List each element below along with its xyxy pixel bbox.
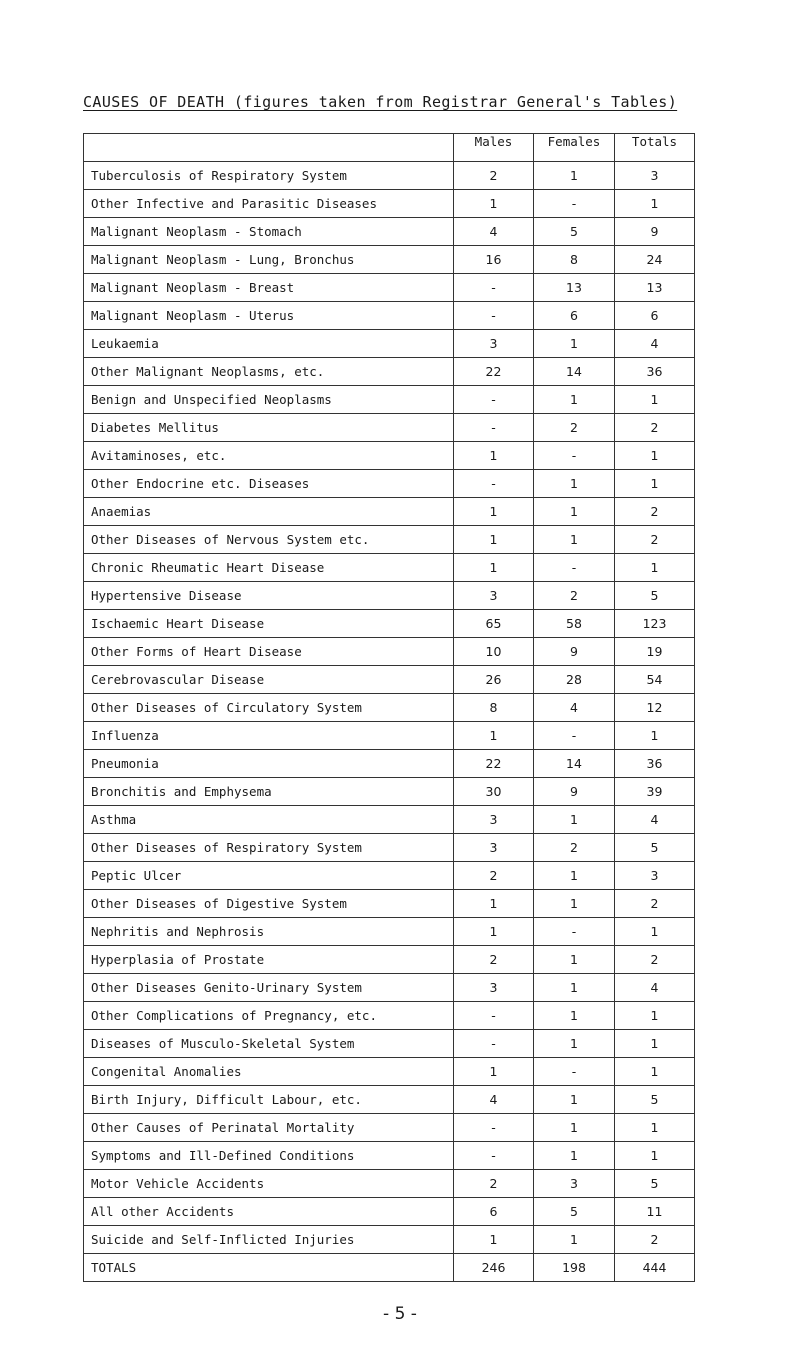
females-cell: 1: [534, 806, 615, 834]
females-cell: 1: [534, 498, 615, 526]
totals-cell: 6: [615, 302, 695, 330]
males-cell: 65: [454, 610, 534, 638]
cause-cell: Influenza: [84, 722, 454, 750]
totals-cell: 1: [615, 722, 695, 750]
table-row: [84, 1170, 695, 1198]
males-cell: 1: [454, 526, 534, 554]
cause-cell: All other Accidents: [84, 1198, 454, 1226]
females-cell: 1: [534, 526, 615, 554]
cause-cell: Congenital Anomalies: [84, 1058, 454, 1086]
cause-cell: Nephritis and Nephrosis: [84, 918, 454, 946]
females-cell: 14: [534, 750, 615, 778]
table-row: [84, 358, 695, 386]
males-cell: 3: [454, 834, 534, 862]
table-row: [84, 1030, 695, 1058]
table-row: [84, 946, 695, 974]
males-cell: 3: [454, 582, 534, 610]
females-cell: 9: [534, 638, 615, 666]
totals-cell: 1: [615, 1030, 695, 1058]
cause-cell: Other Complications of Pregnancy, etc.: [84, 1002, 454, 1030]
cause-cell: Motor Vehicle Accidents: [84, 1170, 454, 1198]
males-cell: 2: [454, 162, 534, 190]
table-row: [84, 162, 695, 190]
table-row: [84, 890, 695, 918]
males-cell: 3: [454, 974, 534, 1002]
totals-females: 198: [534, 1254, 615, 1282]
totals-cell: 1: [615, 386, 695, 414]
females-cell: 1: [534, 1114, 615, 1142]
females-cell: 5: [534, 218, 615, 246]
table-row: [84, 470, 695, 498]
cause-cell: Tuberculosis of Respiratory System: [84, 162, 454, 190]
table-row: [84, 442, 695, 470]
totals-cell: 2: [615, 414, 695, 442]
males-cell: 1: [454, 918, 534, 946]
cause-cell: Chronic Rheumatic Heart Disease: [84, 554, 454, 582]
females-cell: 13: [534, 274, 615, 302]
page-number: - 5 -: [383, 1304, 417, 1324]
cause-cell: Peptic Ulcer: [84, 862, 454, 890]
males-cell: 1: [454, 1058, 534, 1086]
totals-cell: 39: [615, 778, 695, 806]
table-row: [84, 526, 695, 554]
totals-cell: 4: [615, 974, 695, 1002]
cause-cell: Asthma: [84, 806, 454, 834]
cause-cell: Avitaminoses, etc.: [84, 442, 454, 470]
totals-cell: 1: [615, 442, 695, 470]
males-cell: 1: [454, 890, 534, 918]
causes-of-death-table: [83, 133, 695, 1282]
totals-cell: 5: [615, 1170, 695, 1198]
females-cell: 1: [534, 890, 615, 918]
totals-cell: 2: [615, 526, 695, 554]
totals-cell: 2: [615, 946, 695, 974]
table-row: [84, 610, 695, 638]
totals-cell: 1: [615, 1142, 695, 1170]
cause-cell: Diseases of Musculo-Skeletal System: [84, 1030, 454, 1058]
table-row: [84, 274, 695, 302]
males-cell: 10: [454, 638, 534, 666]
males-cell: 8: [454, 694, 534, 722]
females-cell: -: [534, 554, 615, 582]
totals-cell: 12: [615, 694, 695, 722]
males-cell: 16: [454, 246, 534, 274]
table-row: [84, 218, 695, 246]
table-row: [84, 554, 695, 582]
table-row: [84, 638, 695, 666]
table-row: [84, 302, 695, 330]
table-row: [84, 1058, 695, 1086]
totals-totals: 444: [615, 1254, 695, 1282]
females-cell: 1: [534, 1002, 615, 1030]
cause-cell: Malignant Neoplasm - Lung, Bronchus: [84, 246, 454, 274]
males-cell: 26: [454, 666, 534, 694]
cause-cell: Hyperplasia of Prostate: [84, 946, 454, 974]
females-cell: 8: [534, 246, 615, 274]
cause-cell: Other Malignant Neoplasms, etc.: [84, 358, 454, 386]
cause-cell: Symptoms and Ill-Defined Conditions: [84, 1142, 454, 1170]
table-row: [84, 1114, 695, 1142]
females-cell: 5: [534, 1198, 615, 1226]
cause-cell: Other Diseases of Nervous System etc.: [84, 526, 454, 554]
cause-cell: Other Endocrine etc. Diseases: [84, 470, 454, 498]
cause-cell: Pneumonia: [84, 750, 454, 778]
males-cell: 1: [454, 190, 534, 218]
totals-cell: 1: [615, 1002, 695, 1030]
females-cell: 2: [534, 834, 615, 862]
cause-cell: Other Diseases of Respiratory System: [84, 834, 454, 862]
cause-cell: Anaemias: [84, 498, 454, 526]
females-cell: -: [534, 190, 615, 218]
table-row: [84, 750, 695, 778]
totals-cell: 2: [615, 498, 695, 526]
males-cell: 1: [454, 1226, 534, 1254]
females-cell: 1: [534, 330, 615, 358]
cause-column-header: [84, 134, 454, 162]
table-row: [84, 862, 695, 890]
cause-cell: Ischaemic Heart Disease: [84, 610, 454, 638]
males-cell: -: [454, 386, 534, 414]
females-cell: -: [534, 1058, 615, 1086]
males-cell: 1: [454, 554, 534, 582]
females-cell: 1: [534, 162, 615, 190]
totals-cell: 1: [615, 554, 695, 582]
cause-cell: Bronchitis and Emphysema: [84, 778, 454, 806]
males-cell: -: [454, 274, 534, 302]
females-cell: 1: [534, 470, 615, 498]
males-cell: -: [454, 1030, 534, 1058]
males-cell: 6: [454, 1198, 534, 1226]
males-column-header: Males: [454, 134, 534, 162]
males-cell: -: [454, 1142, 534, 1170]
totals-cell: 2: [615, 1226, 695, 1254]
cause-cell: Other Diseases of Digestive System: [84, 890, 454, 918]
females-cell: 1: [534, 974, 615, 1002]
males-cell: 2: [454, 946, 534, 974]
table-row: [84, 1086, 695, 1114]
females-cell: 58: [534, 610, 615, 638]
table-row: [84, 414, 695, 442]
totals-cell: 3: [615, 862, 695, 890]
males-cell: 22: [454, 358, 534, 386]
females-cell: 1: [534, 386, 615, 414]
females-cell: -: [534, 722, 615, 750]
females-cell: 2: [534, 582, 615, 610]
females-cell: 1: [534, 1142, 615, 1170]
cause-cell: Cerebrovascular Disease: [84, 666, 454, 694]
cause-cell: Other Infective and Parasitic Diseases: [84, 190, 454, 218]
totals-cell: 3: [615, 162, 695, 190]
females-cell: 4: [534, 694, 615, 722]
totals-cell: 9: [615, 218, 695, 246]
females-cell: 1: [534, 862, 615, 890]
totals-cell: 1: [615, 1114, 695, 1142]
cause-cell: Other Diseases Genito-Urinary System: [84, 974, 454, 1002]
males-cell: 22: [454, 750, 534, 778]
cause-cell: Birth Injury, Difficult Labour, etc.: [84, 1086, 454, 1114]
males-cell: -: [454, 414, 534, 442]
females-cell: 9: [534, 778, 615, 806]
females-cell: 1: [534, 1030, 615, 1058]
totals-cell: 36: [615, 358, 695, 386]
totals-column-header: Totals: [615, 134, 695, 162]
males-cell: 4: [454, 218, 534, 246]
totals-cell: 5: [615, 582, 695, 610]
cause-cell: Leukaemia: [84, 330, 454, 358]
females-column-header: Females: [534, 134, 615, 162]
totals-cell: 54: [615, 666, 695, 694]
table-row: [84, 666, 695, 694]
totals-cell: 123: [615, 610, 695, 638]
females-cell: 14: [534, 358, 615, 386]
table-row: [84, 386, 695, 414]
cause-cell: Hypertensive Disease: [84, 582, 454, 610]
totals-cell: 4: [615, 330, 695, 358]
totals-cell: 11: [615, 1198, 695, 1226]
totals-cell: 36: [615, 750, 695, 778]
totals-cell: 2: [615, 890, 695, 918]
males-cell: 2: [454, 1170, 534, 1198]
totals-cell: 1: [615, 470, 695, 498]
totals-cell: 19: [615, 638, 695, 666]
table-row: [84, 190, 695, 218]
males-cell: 30: [454, 778, 534, 806]
totals-cell: 13: [615, 274, 695, 302]
totals-males: 246: [454, 1254, 534, 1282]
males-cell: -: [454, 302, 534, 330]
page-title: CAUSES OF DEATH (figures taken from Registrar General's Tables): [83, 93, 678, 111]
males-cell: 2: [454, 862, 534, 890]
table-row: [84, 974, 695, 1002]
cause-cell: Other Causes of Perinatal Mortality: [84, 1114, 454, 1142]
totals-cell: 4: [615, 806, 695, 834]
cause-cell: Suicide and Self-Inflicted Injuries: [84, 1226, 454, 1254]
table-row: [84, 498, 695, 526]
males-cell: -: [454, 1114, 534, 1142]
table-row: [84, 1198, 695, 1226]
females-cell: 1: [534, 946, 615, 974]
table-row: [84, 246, 695, 274]
cause-cell: Malignant Neoplasm - Breast: [84, 274, 454, 302]
females-cell: 3: [534, 1170, 615, 1198]
males-cell: 3: [454, 806, 534, 834]
table-row: [84, 1226, 695, 1254]
cause-cell: Malignant Neoplasm - Stomach: [84, 218, 454, 246]
females-cell: -: [534, 918, 615, 946]
table-row: [84, 1002, 695, 1030]
males-cell: -: [454, 1002, 534, 1030]
totals-cell: 5: [615, 834, 695, 862]
table-body: [84, 162, 695, 1254]
totals-label: TOTALS: [84, 1254, 454, 1282]
table-row: [84, 778, 695, 806]
males-cell: 1: [454, 442, 534, 470]
females-cell: -: [534, 442, 615, 470]
females-cell: 1: [534, 1226, 615, 1254]
cause-cell: Other Forms of Heart Disease: [84, 638, 454, 666]
totals-row: [84, 1254, 695, 1282]
totals-cell: 1: [615, 190, 695, 218]
cause-cell: Malignant Neoplasm - Uterus: [84, 302, 454, 330]
males-cell: 4: [454, 1086, 534, 1114]
females-cell: 28: [534, 666, 615, 694]
table-row: [84, 582, 695, 610]
table-row: [84, 1142, 695, 1170]
header-row: [84, 134, 695, 162]
table-row: [84, 918, 695, 946]
females-cell: 1: [534, 1086, 615, 1114]
table-row: [84, 834, 695, 862]
table-row: [84, 694, 695, 722]
cause-cell: Diabetes Mellitus: [84, 414, 454, 442]
totals-cell: 1: [615, 918, 695, 946]
totals-cell: 24: [615, 246, 695, 274]
table-row: [84, 722, 695, 750]
males-cell: 1: [454, 498, 534, 526]
table-row: [84, 806, 695, 834]
males-cell: -: [454, 470, 534, 498]
totals-cell: 5: [615, 1086, 695, 1114]
females-cell: 2: [534, 414, 615, 442]
females-cell: 6: [534, 302, 615, 330]
table-row: [84, 330, 695, 358]
males-cell: 1: [454, 722, 534, 750]
cause-cell: Other Diseases of Circulatory System: [84, 694, 454, 722]
cause-cell: Benign and Unspecified Neoplasms: [84, 386, 454, 414]
males-cell: 3: [454, 330, 534, 358]
totals-cell: 1: [615, 1058, 695, 1086]
